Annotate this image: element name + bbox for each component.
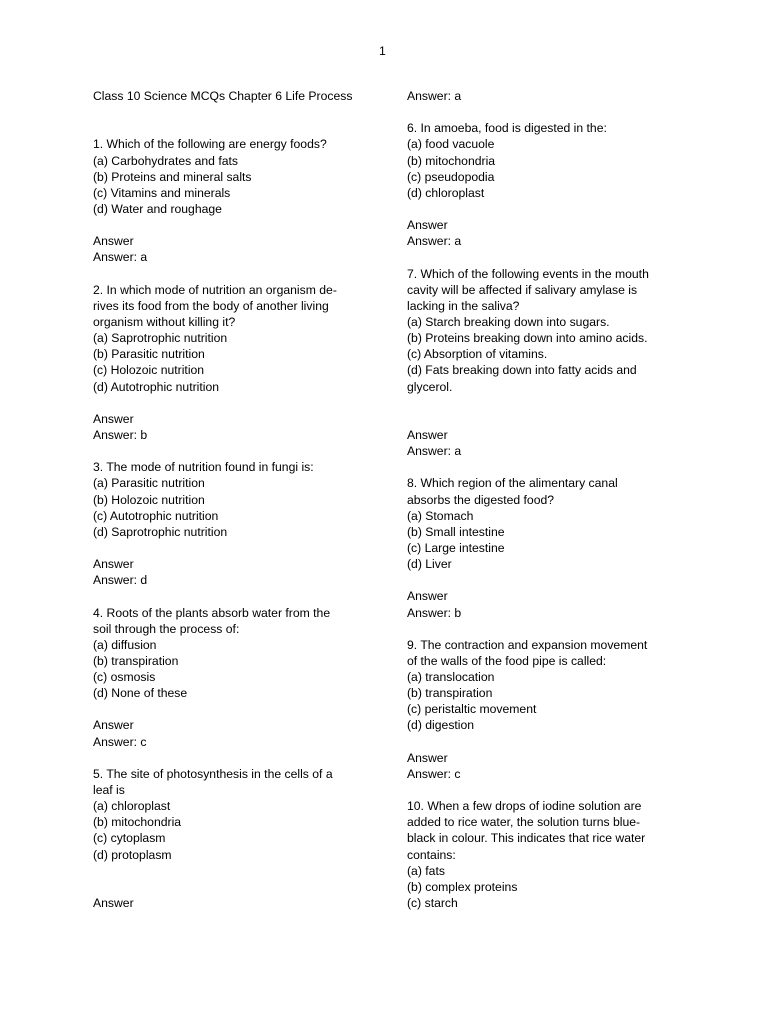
answer-option: (a) food vacuole	[407, 137, 495, 152]
text-line: leaf is	[93, 783, 125, 798]
text-line: rives its food from the body of another living	[93, 298, 329, 313]
question-text: 9. The contraction and expansion movement	[407, 637, 648, 652]
page-title: Class 10 Science MCQs Chapter 6 Life Process	[93, 89, 353, 103]
answer-option: (b) transpiration	[93, 653, 179, 668]
answer-value: Answer: d	[93, 573, 148, 588]
blank-line	[407, 104, 707, 120]
answer-option: (d) chloroplast	[407, 185, 485, 200]
answer-option: (a) chloroplast	[93, 799, 171, 814]
answer-option: (a) diffusion	[93, 637, 157, 652]
blank-line	[407, 249, 707, 265]
question-text: 7. Which of the following events in the mouth	[407, 266, 649, 281]
answer-option: (c) Large intestine	[407, 540, 505, 555]
answer-option: (a) Saprotrophic nutrition	[93, 331, 228, 346]
text-line: of the walls of the food pipe is called:	[407, 653, 607, 668]
blank-line	[93, 879, 393, 895]
answer-value: Answer: c	[93, 734, 147, 749]
question-text: 3. The mode of nutrition found in fungi is:	[93, 460, 314, 475]
answer-option: (b) complex proteins	[407, 879, 518, 894]
question-text: 6. In amoeba, food is digested in the:	[407, 121, 607, 136]
blank-line	[407, 201, 707, 217]
question-text: 8. Which region of the alimentary canal	[407, 476, 618, 491]
blank-line	[93, 217, 393, 233]
text-line: glycerol.	[407, 379, 453, 394]
answer-value: Answer: a	[407, 234, 462, 249]
answer-option: (a) Stomach	[407, 508, 474, 523]
answer-value: Answer: a	[407, 444, 462, 459]
question-text: 2. In which mode of nutrition an organism de-	[93, 282, 337, 297]
answer-option: (a) fats	[407, 863, 445, 878]
blank-line	[93, 750, 393, 766]
answer-option: (d) Autotrophic nutrition	[93, 379, 220, 394]
text-line: cavity will be affected if salivary amylase is	[407, 282, 638, 297]
answer-option: (c) cytoplasm	[93, 831, 166, 846]
answer-option: (b) Small intestine	[407, 524, 505, 539]
answer-label: Answer	[93, 718, 134, 733]
answer-option: (c) pseudopodia	[407, 169, 495, 184]
blank-line	[93, 395, 393, 411]
blank-line	[93, 104, 393, 120]
blank-line	[407, 411, 707, 427]
answer-option: (d) protoplasm	[93, 847, 172, 862]
text-line: absorbs the digested food?	[407, 492, 555, 507]
answer-option: (b) mitochondria	[93, 815, 182, 830]
answer-option: (b) Parasitic nutrition	[93, 347, 205, 362]
text-line: added to rice water, the solution turns blue-	[407, 815, 641, 830]
answer-option: (b) transpiration	[407, 686, 493, 701]
answer-option: (b) mitochondria	[407, 153, 496, 168]
blank-line	[407, 734, 707, 750]
answer-option: (c) Vitamins and minerals	[93, 185, 231, 200]
answer-option: (d) Saprotrophic nutrition	[93, 524, 228, 539]
answer-option: (a) Parasitic nutrition	[93, 476, 205, 491]
answer-label: Answer	[407, 750, 448, 765]
answer-value: Answer: b	[407, 605, 462, 620]
page-number: 1	[379, 44, 386, 58]
answer-option: (b) Holozoic nutrition	[93, 492, 205, 507]
answer-value: Answer: a	[407, 89, 462, 103]
blank-line	[407, 621, 707, 637]
blank-line	[407, 459, 707, 475]
right-column	[407, 88, 707, 911]
blank-line	[93, 588, 393, 604]
answer-option: (d) Water and roughage	[93, 201, 222, 216]
blank-line	[93, 863, 393, 879]
text-line: black in colour. This indicates that rice water	[407, 831, 646, 846]
text-line: contains:	[407, 847, 456, 862]
blank-line	[407, 395, 707, 411]
answer-option: (a) Carbohydrates and fats	[93, 153, 238, 168]
answer-option: (d) None of these	[93, 686, 188, 701]
question-text: 5. The site of photosynthesis in the cells of a	[93, 766, 333, 781]
answer-option: (c) Autotrophic nutrition	[93, 508, 219, 523]
answer-label: Answer	[93, 896, 134, 911]
question-text: 10. When a few drops of iodine solution are	[407, 799, 642, 814]
answer-option: (c) Holozoic nutrition	[93, 363, 205, 378]
answer-value: Answer: b	[93, 427, 148, 442]
answer-label: Answer	[93, 557, 134, 572]
answer-option: (c) peristaltic movement	[407, 702, 537, 717]
answer-option: (a) Starch breaking down into sugars.	[407, 314, 610, 329]
blank-line	[407, 572, 707, 588]
answer-option: (c) osmosis	[93, 670, 156, 685]
answer-option: (d) digestion	[407, 718, 475, 733]
answer-option: (b) Proteins breaking down into amino acids.	[407, 331, 648, 346]
answer-label: Answer	[93, 234, 134, 249]
answer-option: (d) Fats breaking down into fatty acids and	[407, 363, 637, 378]
answer-value: Answer: a	[93, 250, 148, 265]
text-line: lacking in the saliva?	[407, 298, 520, 313]
question-text: 1. Which of the following are energy foods?	[93, 137, 327, 152]
answer-label: Answer	[407, 218, 448, 233]
answer-label: Answer	[407, 427, 448, 442]
blank-line	[93, 266, 393, 282]
text-line: organism without killing it?	[93, 314, 236, 329]
left-column	[93, 88, 393, 911]
answer-label: Answer	[407, 589, 448, 604]
answer-option: (a) translocation	[407, 670, 495, 685]
blank-line	[407, 782, 707, 798]
answer-option: (c) starch	[407, 896, 458, 911]
blank-line	[93, 701, 393, 717]
answer-option: (b) Proteins and mineral salts	[93, 169, 252, 184]
answer-label: Answer	[93, 411, 134, 426]
blank-line	[93, 120, 393, 136]
question-text: 4. Roots of the plants absorb water from the	[93, 605, 331, 620]
blank-line	[93, 540, 393, 556]
blank-line	[93, 443, 393, 459]
answer-value: Answer: c	[407, 766, 461, 781]
text-line: soil through the process of:	[93, 621, 240, 636]
answer-option: (d) Liver	[407, 557, 452, 572]
answer-option: (c) Absorption of vitamins.	[407, 347, 548, 362]
